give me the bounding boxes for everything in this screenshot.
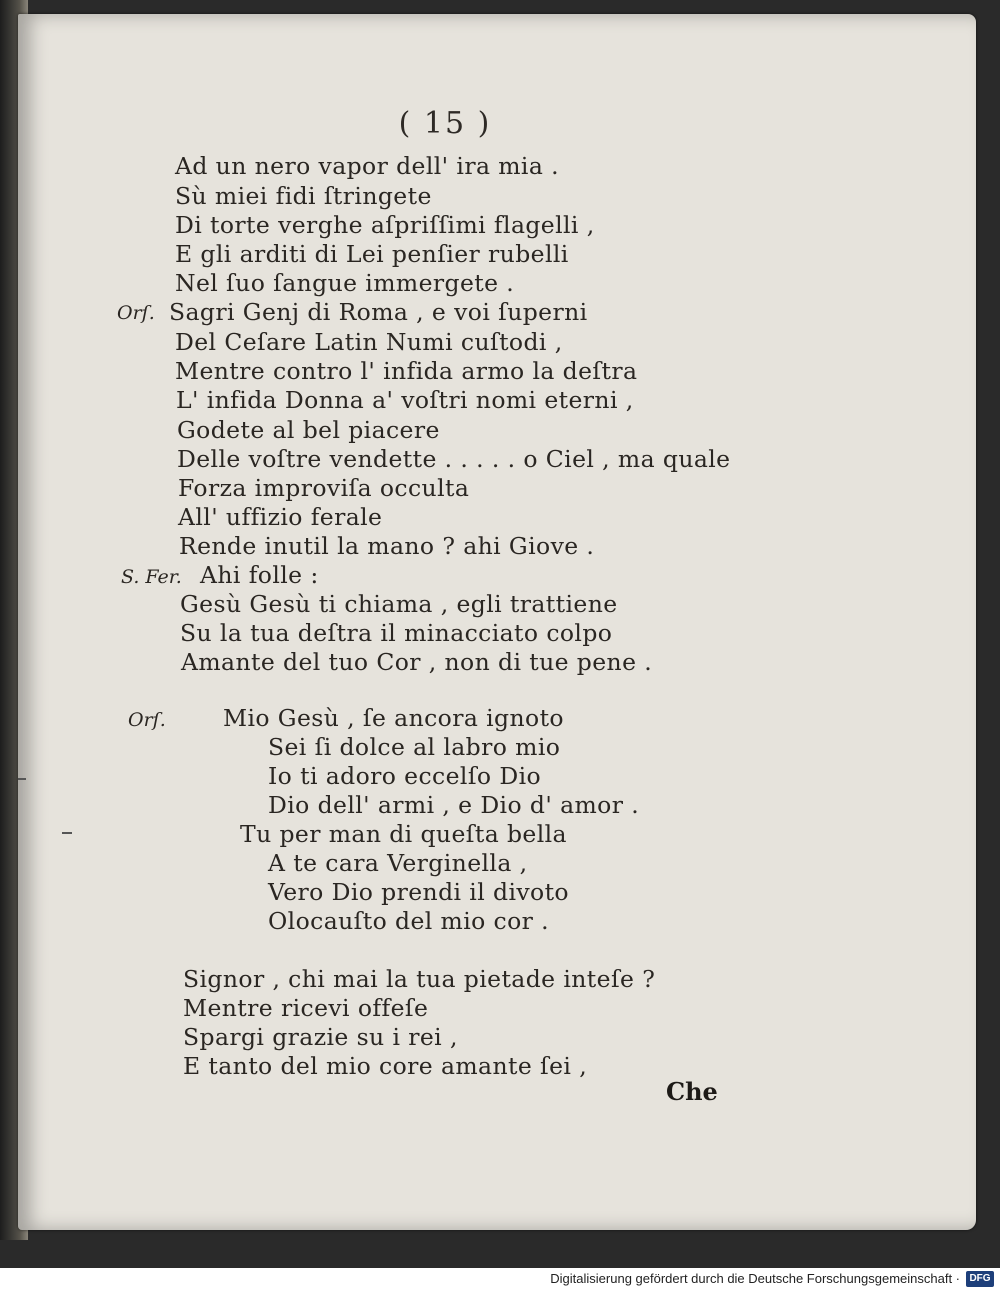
verse-line: Ad un nero vapor dell' ira mia . <box>175 152 559 180</box>
catchword: Che <box>666 1077 718 1106</box>
aria-line: Olocauſto del mio cor . <box>268 907 550 935</box>
verse-line: Delle voſtre vendette . . . . . o Ciel , ma quale <box>177 445 731 473</box>
verse-line: Rende inutil la mano ? ahi Giove . <box>179 532 595 560</box>
verse-line: Sù miei fidi ſtringete <box>175 182 432 210</box>
verse-line: Spargi grazie su i rei , <box>183 1023 458 1051</box>
aria-line: Io ti adoro eccelſo Dio <box>268 762 542 790</box>
verse-line: All' uffizio ferale <box>178 503 383 531</box>
footer-bar <box>0 1268 1000 1294</box>
margin-mark <box>62 832 72 834</box>
speaker-label-orsola-aria: Orſ. <box>128 709 166 731</box>
verse-line: Di torte verghe aſpriſſimi flagelli , <box>175 211 595 239</box>
verse-line: L' infida Donna a' voſtri nomi eterni , <box>176 386 634 414</box>
page-number: ( 15 ) <box>398 106 492 141</box>
margin-mark <box>18 778 26 780</box>
verse-line: Forza improviſa occulta <box>178 474 470 502</box>
verse-line: Signor , chi mai la tua pietade inteſe ? <box>183 965 656 993</box>
verse-line: Amante del tuo Cor , non di tue pene . <box>181 648 653 676</box>
verse-line: Mentre ricevi offeſe <box>183 994 429 1022</box>
aria-line: Vero Dio prendi il divoto <box>268 878 569 906</box>
aria-line: Mio Gesù , ſe ancora ignoto <box>223 704 564 732</box>
aria-line: Dio dell' armi , e Dio d' amor . <box>268 791 640 819</box>
verse-line: Sagri Genj di Roma , e voi ſuperni <box>169 298 588 326</box>
verse-line: Gesù Gesù ti chiama , egli trattiene <box>180 590 618 618</box>
verse-line: Ahi folle : <box>200 561 319 589</box>
verse-line: E gli arditi di Lei penſier rubelli <box>175 240 569 268</box>
aria-line: Tu per man di queſta bella <box>240 820 567 848</box>
funding-credit: Digitalisierung gefördert durch die Deutsche Forschungsgemeinschaft · <box>550 1271 960 1286</box>
verse-line: Mentre contro l' infida armo la deſtra <box>175 357 638 385</box>
aria-line: A te cara Verginella , <box>268 849 528 877</box>
verse-line: Su la tua deſtra il minacciato colpo <box>180 619 613 647</box>
speaker-label-san-ferdinando: S. Fer. <box>121 566 182 588</box>
dfg-logo: DFG <box>966 1271 994 1287</box>
verse-line: Godete al bel piacere <box>177 416 440 444</box>
speaker-label-orsola: Orſ. <box>117 302 155 324</box>
verse-line: E tanto del mio core amante ſei , <box>183 1052 588 1080</box>
aria-line: Sei ſi dolce al labro mio <box>268 733 561 761</box>
verse-line: Nel ſuo ſangue immergete . <box>175 269 515 297</box>
verse-line: Del Ceſare Latin Numi cuſtodi , <box>175 328 563 356</box>
